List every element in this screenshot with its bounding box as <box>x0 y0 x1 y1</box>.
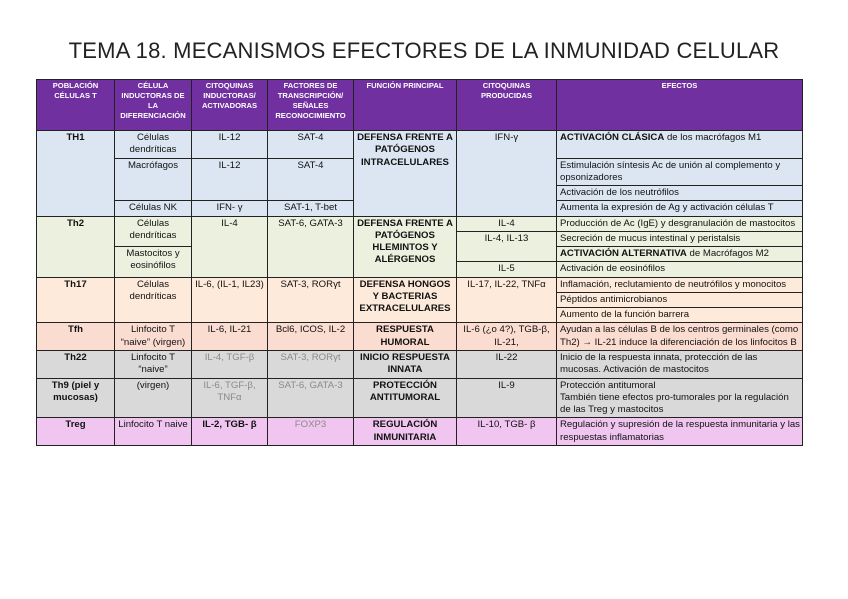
inducer-cell: (virgen) <box>115 378 192 418</box>
population-cell: Treg <box>37 418 115 446</box>
inducer-cell: Células dendríticas <box>115 131 192 159</box>
effect-text: de Macrófagos M2 <box>686 248 769 260</box>
inducer-cytokine: IL-4 <box>192 216 268 277</box>
population-cell: Th9 (piel y mucosas) <box>37 378 115 418</box>
produced-cytokine: IL-4 <box>457 216 557 231</box>
effect: Inicio de la respuesta innata, protección de las mucosas. Activación de mastocitos <box>557 350 803 378</box>
header-inducer-cell: CÉLULA INDUCTORAS DE LA DIFERENCIACIÓN <box>115 80 192 131</box>
table-row-th9 <box>37 378 803 418</box>
population-cell: TH1 <box>37 131 115 217</box>
table-row-treg <box>37 418 803 446</box>
produced-cytokine: IL-9 <box>457 378 557 418</box>
main-function: INICIO RESPUESTA INNATA <box>354 350 457 378</box>
effect: Activación de eosinófilos <box>557 262 803 277</box>
produced-cytokine: IL-6 (¿o 4?), TGB-β, IL-21, <box>457 323 557 351</box>
produced-cytokine: IL-10, TGB- β <box>457 418 557 446</box>
transcription-factor: SAT-4 <box>268 158 354 201</box>
header-produced-cytokines: CITOQUINAS PRODUCIDAS <box>457 80 557 131</box>
table-row-tfh <box>37 323 803 351</box>
effect-emphasis: ACTIVACIÓN CLÁSICA <box>560 132 665 143</box>
transcription-factor: SAT-6, GATA-3 <box>268 378 354 418</box>
effect <box>557 247 803 262</box>
inducer-cell: Células NK <box>115 201 192 216</box>
inducer-cytokine: IL-6, (IL-1, IL23) <box>192 277 268 323</box>
transcription-factor: SAT-1, T-bet <box>268 201 354 216</box>
transcription-factor: FOXP3 <box>268 418 354 446</box>
effect: Aumenta la expresión de Ag y activación células T <box>557 201 803 216</box>
effect-text: de los macrófagos M1 <box>664 132 762 143</box>
main-function: DEFENSA FRENTE A PATÓGENOS HLEMINTOS Y ALÉRGENOS <box>354 216 457 277</box>
inducer-cytokine: IL-6, IL-21 <box>192 323 268 351</box>
main-function: DEFENSA HONGOS Y BACTERIAS EXTRACELULARES <box>354 277 457 323</box>
effect: Ayudan a las células B de los centros germinales (como Th2) → IL-21 induce la diferenciación de los linfocitos B <box>557 323 803 351</box>
main-function: PROTECCIÓN ANTITUMORAL <box>354 378 457 418</box>
produced-cytokine: IL-17, IL-22, TNFα <box>457 277 557 323</box>
produced-cytokine: IL-22 <box>457 350 557 378</box>
transcription-factor: SAT-3, RORγt <box>268 350 354 378</box>
population-cell: Th22 <box>37 350 115 378</box>
inducer-cytokine: IL-12 <box>192 158 268 201</box>
population-cell: Th17 <box>37 277 115 323</box>
inducer-cell: Linfocito T “naive” (virgen) <box>115 323 192 351</box>
transcription-factor: Bcl6, ICOS, IL-2 <box>268 323 354 351</box>
header-main-function: FUNCIÓN PRINCIPAL <box>354 80 457 131</box>
table-row-th17 <box>37 277 803 292</box>
effect-line: También tiene efectos pro-tumorales por la regulación de las Treg y mastocitos <box>560 391 789 416</box>
effect: Secreción de mucus intestinal y peristalsis <box>557 231 803 246</box>
inducer-cytokine: IL-2, TGB- β <box>192 418 268 446</box>
effect-emphasis: ACTIVACIÓN ALTERNATIVA <box>560 248 687 260</box>
inducer-cell: Linfocito T “naive” <box>115 350 192 378</box>
produced-cytokine: IFN-γ <box>457 131 557 217</box>
effect <box>557 131 803 159</box>
table-row-th22 <box>37 350 803 378</box>
table-row-th2 <box>37 216 803 231</box>
header-population: POBLACIÓN CÉLULAS T <box>37 80 115 131</box>
population-cell: Th2 <box>37 216 115 277</box>
effect: Regulación y supresión de la respuesta inmunitaria y las respuestas inflamatorias <box>557 418 803 446</box>
produced-cytokine: IL-4, IL-13 <box>457 231 557 262</box>
inducer-cytokine: IL-4, TGF-β <box>192 350 268 378</box>
transcription-factor: SAT-4 <box>268 131 354 159</box>
main-function: REGULACIÓN INMUNITARIA <box>354 418 457 446</box>
header-row <box>37 80 803 131</box>
inducer-cytokine: IL-12 <box>192 131 268 159</box>
population-cell: Tfh <box>37 323 115 351</box>
effect: Péptidos antimicrobianos <box>557 292 803 307</box>
produced-cytokine: IL-5 <box>457 262 557 277</box>
header-inducer-cytokines: CITOQUINAS INDUCTORAS/ ACTIVADORAS <box>192 80 268 131</box>
header-effects: EFECTOS <box>557 80 803 131</box>
inducer-cytokine: IFN- γ <box>192 201 268 216</box>
inducer-cell: Macrófagos <box>115 158 192 201</box>
header-transcription-factors: FACTORES DE TRANSCRIPCIÓN/ SEÑALES RECONOCIMIENTO <box>268 80 354 131</box>
inducer-cytokine: IL-6, TGF-β, TNFα <box>192 378 268 418</box>
main-function: DEFENSA FRENTE A PATÓGENOS INTRACELULARES <box>354 131 457 217</box>
page-title: TEMA 18. MECANISMOS EFECTORES DE LA INMUNIDAD CELULAR <box>68 38 780 63</box>
effect: Activación de los neutrófilos <box>557 186 803 201</box>
effect: Inflamación, reclutamiento de neutrófilos y monocitos <box>557 277 803 292</box>
inducer-cell: Células dendríticas <box>115 277 192 323</box>
effect <box>557 378 803 418</box>
inducer-cell: Mastocitos y eosinófilos <box>115 247 192 278</box>
transcription-factor: SAT-3, RORγt <box>268 277 354 323</box>
effect-line: Protección antitumoral <box>560 379 656 391</box>
effect: Aumento de la función barrera <box>557 308 803 323</box>
transcription-factor: SAT-6, GATA-3 <box>268 216 354 277</box>
main-function: RESPUESTA HUMORAL <box>354 323 457 351</box>
effect: Producción de Ac (IgE) y desgranulación de mastocitos <box>557 216 803 231</box>
effect: Estimulación síntesis Ac de unión al complemento y opsonizadores <box>557 158 803 186</box>
immunity-table <box>36 79 803 446</box>
inducer-cell: Células dendríticas <box>115 216 192 247</box>
table-row-th1 <box>37 131 803 159</box>
inducer-cell: Linfocito T naive <box>115 418 192 446</box>
